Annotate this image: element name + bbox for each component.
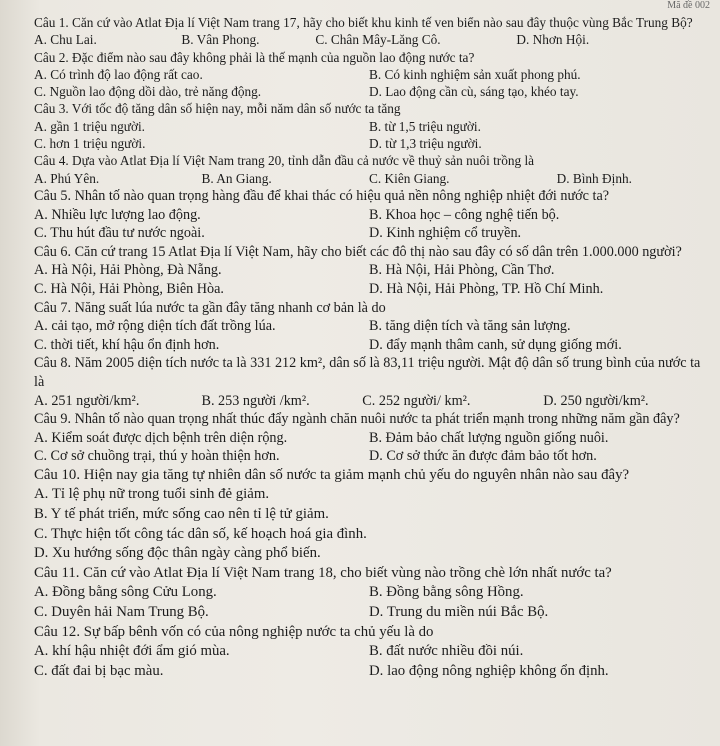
option-c: C. 252 người/ km².	[362, 392, 471, 409]
option-a: A. Đồng bằng sông Cửu Long.	[34, 584, 217, 601]
options	[34, 31, 704, 48]
option-a: A. cải tạo, mở rộng diện tích đất trồng lúa.	[34, 318, 276, 335]
question-3	[34, 100, 704, 152]
exam-code: Mã đề 002	[667, 0, 710, 11]
option-b: B. Đảm bảo chất lượng nguồn giống nuôi.	[369, 429, 609, 446]
option-c: C. đất đai bị bạc màu.	[34, 662, 164, 679]
question-12	[34, 623, 704, 682]
option-b: B. Vân Phong.	[181, 32, 260, 48]
option-a: A. Tỉ lệ phụ nữ trong tuổi sinh đẻ giảm.	[34, 486, 270, 503]
question-stem: Câu 5. Nhân tố nào quan trọng hàng đầu để khai thác có hiệu quả nền nông nghiệp nhiệt đới nước ta?	[34, 187, 610, 204]
option-b: B. Y tế phát triển, mức sống cao nên tỉ lệ tử giảm.	[34, 506, 329, 523]
question-stem: Câu 9. Nhân tố nào quan trọng nhất thúc đẩy ngành chăn nuôi nước ta phát triển mạnh trong những năm gần đây?	[34, 411, 680, 428]
option-c: C. Hà Nội, Hải Phòng, Biên Hòa.	[34, 280, 224, 297]
question-stem: Câu 10. Hiện nay gia tăng tự nhiên dân số nước ta giảm mạnh chủ yếu do nguyên nhân nào sau đây?	[34, 466, 630, 483]
option-a: A. Nhiều lực lượng lao động.	[34, 206, 201, 223]
question-stem: Câu 8. Năm 2005 diện tích nước ta là 331 212 km², dân số là 83,11 triệu người. Mật độ dân số trung bình của nước ta là	[34, 355, 701, 390]
option-b: B. 253 người /km².	[201, 392, 310, 409]
options	[34, 206, 704, 243]
option-a: A. Phú Yên.	[34, 170, 100, 186]
option-a: A. Kiểm soát được dịch bệnh trên diện rộng.	[34, 429, 288, 446]
option-b: B. tăng diện tích và tăng sản lượng.	[369, 318, 571, 335]
question-10	[34, 466, 704, 564]
question-1	[34, 14, 704, 49]
question-6	[34, 243, 704, 299]
question-7	[34, 299, 704, 355]
question-11	[34, 564, 704, 623]
question-9	[34, 410, 704, 466]
question-8	[34, 354, 704, 410]
option-c: C. Cơ sở chuồng trại, thú y hoàn thiện hơn.	[34, 448, 280, 465]
option-d: D. đẩy mạnh thâm canh, sử dụng giống mới.	[369, 336, 622, 353]
option-d: D. Trung du miền núi Bắc Bộ.	[369, 604, 549, 621]
option-c: C. Duyên hải Nam Trung Bộ.	[34, 604, 209, 621]
question-stem: Câu 11. Căn cứ vào Atlat Địa lí Việt Nam trang 18, cho biết vùng nào trồng chè lớn nhất nước ta?	[34, 564, 612, 581]
question-5	[34, 187, 704, 243]
option-b: B. từ 1,5 triệu người.	[369, 118, 481, 134]
option-c: C. hơn 1 triệu người.	[34, 136, 146, 152]
question-stem: Câu 4. Dựa vào Atlat Địa lí Việt Nam trang 20, tỉnh dẫn đầu cả nước về thuỷ sản nuôi trồng là	[34, 153, 535, 169]
option-d: D. Lao động cần cù, sáng tạo, khéo tay.	[369, 84, 579, 100]
question-stem: Câu 6. Căn cứ trang 15 Atlat Địa lí Việt Nam, hãy cho biết các đô thị nào sau đây có số dân trên 1.000.000 người?	[34, 243, 682, 260]
question-stem: Câu 1. Căn cứ vào Atlat Địa lí Việt Nam trang 17, hãy cho biết khu kinh tế ven biển nào sau đây thuộc vùng Bắc Trung Bộ?	[34, 15, 693, 30]
option-b: B. An Giang.	[201, 170, 272, 186]
option-b: B. Khoa học – công nghệ tiến bộ.	[369, 206, 560, 223]
option-a: A. Hà Nội, Hải Phòng, Đà Nẵng.	[34, 262, 222, 279]
option-c: C. thời tiết, khí hậu ổn định hơn.	[34, 336, 220, 353]
option-a: A. khí hậu nhiệt đới ẩm gió mùa.	[34, 643, 230, 660]
options	[34, 170, 704, 187]
option-d: D. Kinh nghiệm cổ truyền.	[369, 225, 522, 242]
option-d: D. từ 1,3 triệu người.	[369, 136, 482, 152]
options	[34, 583, 704, 622]
question-stem: Câu 12. Sự bấp bênh vốn có của nông nghiệp nước ta chủ yếu là do	[34, 623, 434, 640]
option-b: B. Có kinh nghiệm sản xuất phong phú.	[369, 66, 581, 82]
option-c: C. Thu hút đầu tư nước ngoài.	[34, 225, 205, 242]
option-a: A. Chu Lai.	[34, 32, 97, 48]
option-d: D. Bình Định.	[556, 170, 632, 186]
options	[34, 392, 704, 411]
option-c: C. Thực hiện tốt công tác dân số, kế hoạch hoá gia đình.	[34, 525, 367, 542]
option-d: D. 250 người/km².	[543, 392, 649, 409]
option-c: C. Chân Mây-Lăng Cô.	[315, 32, 441, 48]
question-stem: Câu 2. Đặc điểm nào sau đây không phải là thế mạnh của nguồn lao động nước ta?	[34, 49, 475, 65]
option-b: B. Đồng bằng sông Hồng.	[369, 584, 524, 601]
options	[34, 66, 704, 101]
question-4	[34, 152, 704, 187]
option-d: D. Xu hướng sống độc thân ngày càng phổ biến.	[34, 545, 321, 562]
option-a: A. 251 người/km².	[34, 392, 140, 409]
option-c: C. Nguồn lao động dồi dào, trẻ năng động.	[34, 84, 262, 100]
question-list	[34, 14, 704, 681]
question-stem: Câu 7. Năng suất lúa nước ta gần đây tăng nhanh cơ bản là do	[34, 299, 386, 316]
option-b: B. đất nước nhiều đồi núi.	[369, 643, 524, 660]
option-a: A. gần 1 triệu người.	[34, 118, 145, 134]
options	[34, 261, 704, 298]
option-a: A. Có trình độ lao động rất cao.	[34, 66, 203, 82]
option-b: B. Hà Nội, Hải Phòng, Cần Thơ.	[369, 262, 555, 279]
question-stem: Câu 3. Với tốc độ tăng dân số hiện nay, mỗi năm dân số nước ta tăng	[34, 101, 401, 117]
question-2	[34, 49, 704, 101]
option-d: D. lao động nông nghiệp không ổn định.	[369, 662, 609, 679]
option-d: D. Hà Nội, Hải Phòng, TP. Hồ Chí Minh.	[369, 280, 604, 297]
option-d: D. Cơ sở thức ăn được đảm bảo tốt hơn.	[369, 448, 597, 465]
option-d: D. Nhơn Hội.	[516, 32, 590, 48]
options	[34, 317, 704, 354]
options	[34, 485, 704, 563]
options	[34, 118, 704, 153]
options	[34, 642, 704, 681]
options	[34, 429, 704, 466]
option-c: C. Kiên Giang.	[369, 170, 450, 186]
